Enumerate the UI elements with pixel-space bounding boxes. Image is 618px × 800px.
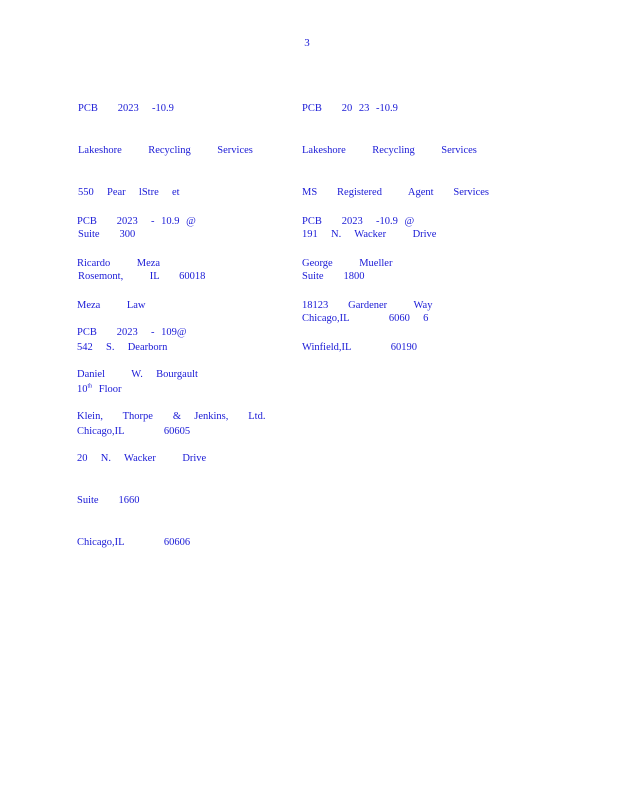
suite: Suite 300	[78, 229, 136, 240]
city-state-zip: Rosemont, IL 60018	[78, 271, 206, 282]
street-address: 191 N. Wacker Drive	[302, 229, 437, 240]
case-number: PCB 2023 - 10.9 @	[77, 216, 196, 227]
floor-word: Floor	[92, 384, 122, 395]
city-state-zip: Chicago,IL 6060 6	[302, 313, 429, 324]
street-address: 550 Pear lStre et	[78, 187, 180, 198]
case-number: PCB 2023 -10.9 @	[302, 216, 415, 227]
firm-name: Klein, Thorpe & Jenkins, Ltd.	[77, 411, 266, 422]
floor-ordinal-suffix: th	[87, 383, 93, 390]
service-list-entry	[302, 187, 432, 369]
city-state-zip: Chicago,IL 60605	[77, 426, 191, 437]
street-address: 542 S. Dearborn	[77, 342, 168, 353]
case-number: PCB 2023 - 109@	[77, 327, 187, 338]
recipient-name: Lakeshore Recycling Services	[78, 145, 253, 156]
street-address: 20 N. Wacker Drive	[77, 453, 207, 464]
floor-number: 10	[77, 384, 88, 395]
service-list-entry	[77, 298, 265, 564]
page-number: 3	[304, 37, 310, 49]
firm-name: Meza Law	[77, 300, 146, 311]
street-address: 18123 Gardener Way	[302, 300, 433, 311]
recipient-name: George Mueller	[302, 258, 393, 269]
recipient-name: Daniel W. Bourgault	[77, 369, 198, 380]
recipient-name: Lakeshore Recycling Services	[302, 145, 477, 156]
case-number: PCB 2023 -10.9	[78, 103, 174, 114]
registered-agent: MS Registered Agent Services	[302, 187, 489, 198]
city-state-zip: Winfield,IL 60190	[302, 342, 418, 353]
city-state-zip: Chicago,IL 60606	[77, 537, 191, 548]
recipient-name: Ricardo Meza	[77, 258, 161, 269]
suite: Suite 1660	[77, 495, 140, 506]
suite: Suite 1800	[302, 271, 365, 282]
case-number: PCB 20 23 -10.9	[302, 103, 398, 114]
